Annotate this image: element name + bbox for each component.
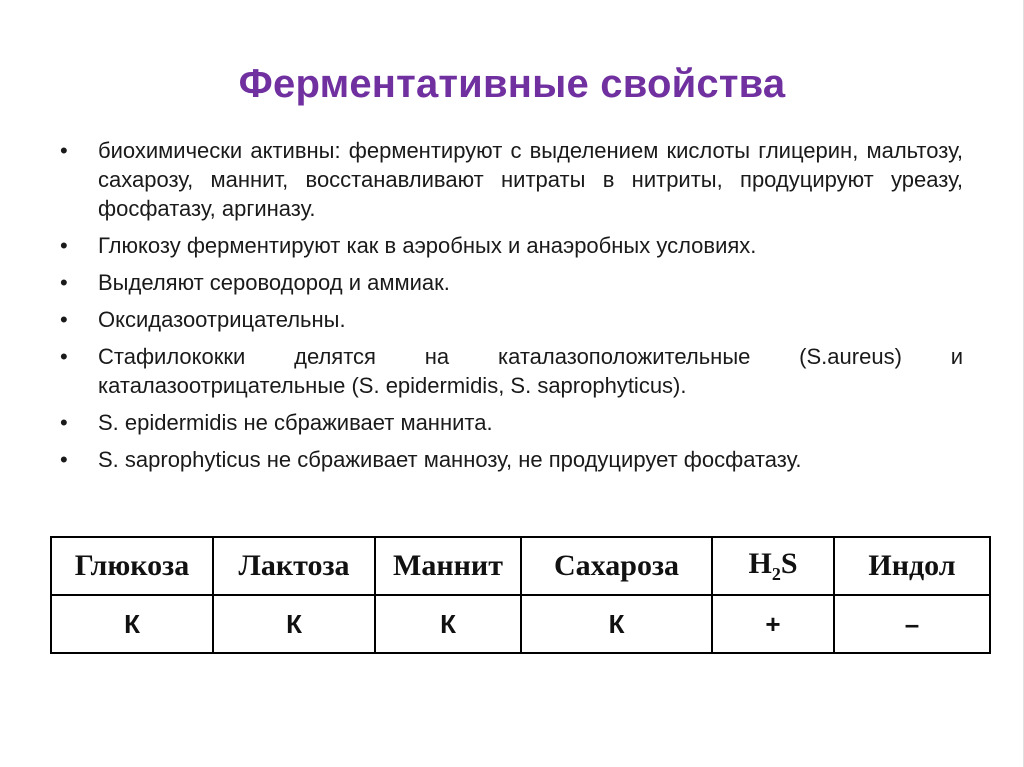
bullet-item xyxy=(58,305,963,334)
header-indole: Индол xyxy=(834,537,990,595)
header-glucose: Глюкоза xyxy=(51,537,213,595)
bullet-item xyxy=(58,231,963,260)
cell-lactose: К xyxy=(213,595,375,653)
bullet-item xyxy=(58,445,963,474)
h2s-h: H xyxy=(748,547,772,580)
cell-mannitol: К xyxy=(375,595,521,653)
bullet-dot: • xyxy=(60,138,68,163)
bullet-text: S. saprophyticus не сбраживает маннозу, не продуцирует фосфатазу. xyxy=(98,447,802,472)
bullet-dot: • xyxy=(60,307,68,332)
cell-sucrose: К xyxy=(521,595,712,653)
bullet-text: Стафилококки делятся на каталазоположительные (S.aureus) и каталазоотрицательные (S. epidermidis, S. saprophyticus). xyxy=(98,344,963,398)
bullet-text: Выделяют сероводород и аммиак. xyxy=(98,270,450,295)
header-sucrose: Сахароза xyxy=(521,537,712,595)
bullet-item xyxy=(58,268,963,297)
header-h2s xyxy=(712,537,834,595)
bullet-dot: • xyxy=(60,410,68,435)
bullet-text: Оксидазоотрицательны. xyxy=(98,307,346,332)
table-row xyxy=(51,595,990,653)
bullet-dot: • xyxy=(60,270,68,295)
bullet-dot: • xyxy=(60,447,68,472)
header-lactose: Лактоза xyxy=(213,537,375,595)
table-header-row xyxy=(51,537,990,595)
bullet-dot: • xyxy=(60,344,68,369)
enzyme-table-wrapper xyxy=(50,536,989,654)
enzyme-table xyxy=(50,536,991,654)
bullet-item xyxy=(58,136,963,223)
bullet-text: S. epidermidis не сбраживает маннита. xyxy=(98,410,493,435)
bullet-text: Глюкозу ферментируют как в аэробных и анаэробных условиях. xyxy=(98,233,757,258)
cell-indole: – xyxy=(834,595,990,653)
bullet-item xyxy=(58,408,963,437)
bullet-text: биохимически активны: ферментируют с выделением кислоты глицерин, мальтозу, сахарозу, маннит, восстанавливают нитраты в нитриты, продуцируют уреазу, фосфатазу, аргиназу. xyxy=(98,138,963,221)
h2s-subscript: 2 xyxy=(771,564,781,584)
bullet-list xyxy=(58,136,963,482)
cell-glucose: К xyxy=(51,595,213,653)
slide-title: Ферментативные свойства xyxy=(238,62,786,106)
header-mannitol: Маннит xyxy=(375,537,521,595)
cell-h2s: + xyxy=(712,595,834,653)
bullet-item xyxy=(58,342,963,400)
bullet-dot: • xyxy=(60,233,68,258)
h2s-s: S xyxy=(780,547,798,580)
